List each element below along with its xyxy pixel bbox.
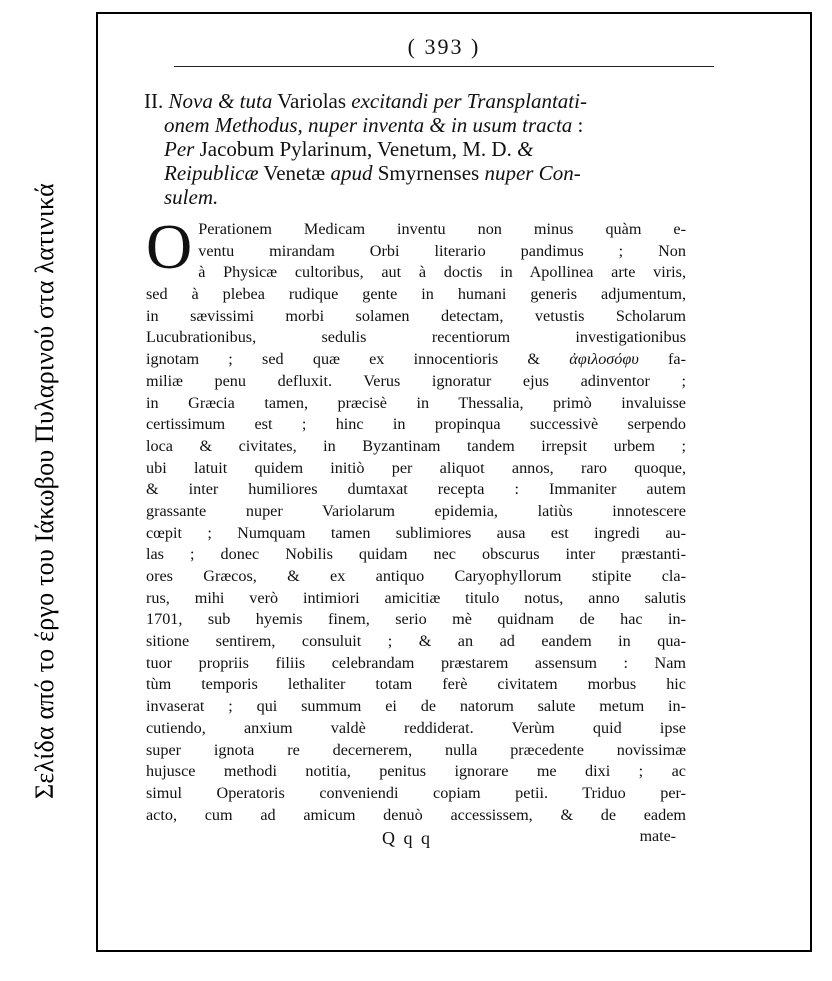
catchword: mate-	[639, 828, 676, 846]
body-line-tail: fa-	[638, 350, 686, 369]
heading-segment: Smyrnenses	[372, 161, 485, 185]
body-line	[146, 805, 686, 827]
body-line-text: in sævissimi morbi solamen detectam, vetustis Scholarum	[146, 306, 686, 325]
body-line	[146, 371, 686, 393]
body-line	[146, 523, 686, 545]
body-line	[198, 219, 686, 241]
signature-mark: Q q q	[382, 828, 432, 849]
body-line-text: las ; donec Nobilis quidam nec obscurus inter præstanti-	[146, 545, 686, 564]
heading-segment: Per	[164, 137, 195, 161]
side-caption	[0, 0, 90, 981]
body-line-text: loca & civitates, in Byzantinam tandem irrepsit urbem ;	[146, 436, 686, 455]
body-line-text: Perationem Medicam inventu non minus quàm e-	[198, 220, 686, 238]
drop-cap: O	[146, 211, 193, 282]
body-line-text: miliæ penu defluxit. Verus ignoratur ejus adinventor ;	[146, 371, 686, 390]
heading-segment: Nova & tuta	[168, 89, 273, 113]
heading-segment: sulem.	[164, 185, 219, 209]
body-line	[146, 436, 686, 458]
heading-line	[144, 89, 686, 113]
body-line	[146, 696, 686, 718]
heading-segment: &	[517, 137, 534, 161]
body-line	[198, 241, 686, 263]
body-line	[198, 262, 686, 284]
body-line	[146, 306, 686, 328]
body-line-text: cutiendo, anxium valdè reddiderat. Verùm quid ipse	[146, 718, 686, 737]
body-line-text: certissimum est ; hinc in propinqua successivè serpendo	[146, 415, 686, 434]
heading-segment: Venetæ	[258, 161, 331, 185]
body-line	[146, 349, 686, 371]
body-line	[146, 501, 686, 523]
heading-segment: :	[572, 113, 584, 137]
body-line-text: Lucubrationibus, sedulis recentiorum investigationibus	[146, 328, 686, 347]
body-line	[146, 479, 686, 501]
body-line	[146, 544, 686, 566]
article-body	[146, 211, 686, 826]
heading-line	[156, 161, 686, 185]
heading-line	[156, 113, 686, 137]
page-footer	[146, 828, 686, 852]
body-line-text: & inter humiliores dumtaxat recepta : Immaniter autem	[146, 480, 686, 499]
heading-segment: Jacobum Pylarinum, Venetum, M. D.	[194, 137, 518, 161]
body-line	[146, 458, 686, 480]
page-number: ( 393 )	[407, 34, 481, 59]
body-line	[146, 783, 686, 805]
body-line-text: hujusce methodi notitia, penitus ignorare me dixi ; ac	[146, 762, 686, 781]
body-line-text: tùm temporis lethaliter totam ferè civitatem morbus hic	[146, 675, 686, 694]
heading-segment: Variolas	[272, 89, 352, 113]
heading-segment: excitandi per Transplantati-	[351, 89, 587, 113]
heading-segment: onem Methodus, nuper inventa & in usum tracta	[164, 113, 573, 137]
heading-segment: Reipublicæ	[164, 161, 259, 185]
body-line-text: 1701, sub hyemis finem, serio mè quidnam de hac in-	[146, 610, 686, 629]
heading-numeral: II.	[144, 89, 164, 113]
caption-text: Σελίδα από το έργο του Ιάκωβου Πυλαρινού στα λατινικά	[30, 182, 59, 799]
body-line	[146, 327, 686, 349]
body-line-text: sed à plebea rudique gente in humani generis adjumentum,	[146, 285, 686, 304]
body-line	[146, 761, 686, 783]
body-line-text: rus, mihi verò intimiori amicitiæ titulo notus, anno salutis	[146, 588, 686, 607]
body-line-text: tuor propriis filiis celebrandam præstarem assensum : Nam	[146, 653, 686, 672]
body-line	[146, 718, 686, 740]
body-line	[146, 740, 686, 762]
body-line-text: simul Operatoris conveniendi copiam petii. Triduo per-	[146, 783, 686, 802]
heading-line	[156, 137, 686, 161]
body-line-text: acto, cum ad amicum denuò accessissem, & de eadem	[146, 805, 686, 824]
body-line-text: ignotam ; sed quæ ex innocentioris &	[146, 350, 570, 369]
body-line	[146, 588, 686, 610]
body-line	[146, 674, 686, 696]
body-line-text: cœpit ; Numquam tamen sublimiores ausa est ingredi au-	[146, 523, 686, 542]
body-line-text: in Græcia tamen, præcisè in Thessalia, primò invaluisse	[146, 393, 686, 412]
body-line	[146, 653, 686, 675]
book-page	[144, 34, 744, 852]
body-line-text: ventu mirandam Orbi literario pandimus ; Non	[198, 241, 686, 260]
body-line	[146, 566, 686, 588]
greek-word: ἀφιλοσόφυ	[569, 350, 639, 369]
body-line-text: invaserat ; qui summum ei de natorum salute metum in-	[146, 697, 686, 716]
header-rule	[174, 66, 714, 67]
body-line	[146, 609, 686, 631]
heading-line	[156, 185, 686, 209]
body-line-text: ubi latuit quidem initiò per aliquot annos, raro quoque,	[146, 458, 686, 477]
heading-segment: apud	[330, 161, 373, 185]
body-line	[146, 284, 686, 306]
body-line-text: grassante nuper Variolarum epidemia, latiùs innotescere	[146, 501, 686, 520]
document-frame	[96, 12, 812, 952]
article-heading	[144, 89, 686, 209]
heading-segment: nuper Con-	[484, 161, 581, 185]
body-line-text: super ignota re decernerem, nulla præcedente novissimæ	[146, 740, 686, 759]
body-line-text: à Physicæ cultoribus, aut à doctis in Apollinea arte viris,	[198, 263, 686, 282]
body-line-text: sitione sentirem, consuluit ; & an ad eandem in qua-	[146, 632, 686, 651]
body-line	[146, 414, 686, 436]
body-line-text: ores Græcos, & ex antiquo Caryophyllorum stipite cla-	[146, 567, 686, 585]
body-line	[146, 393, 686, 415]
body-line	[146, 631, 686, 653]
